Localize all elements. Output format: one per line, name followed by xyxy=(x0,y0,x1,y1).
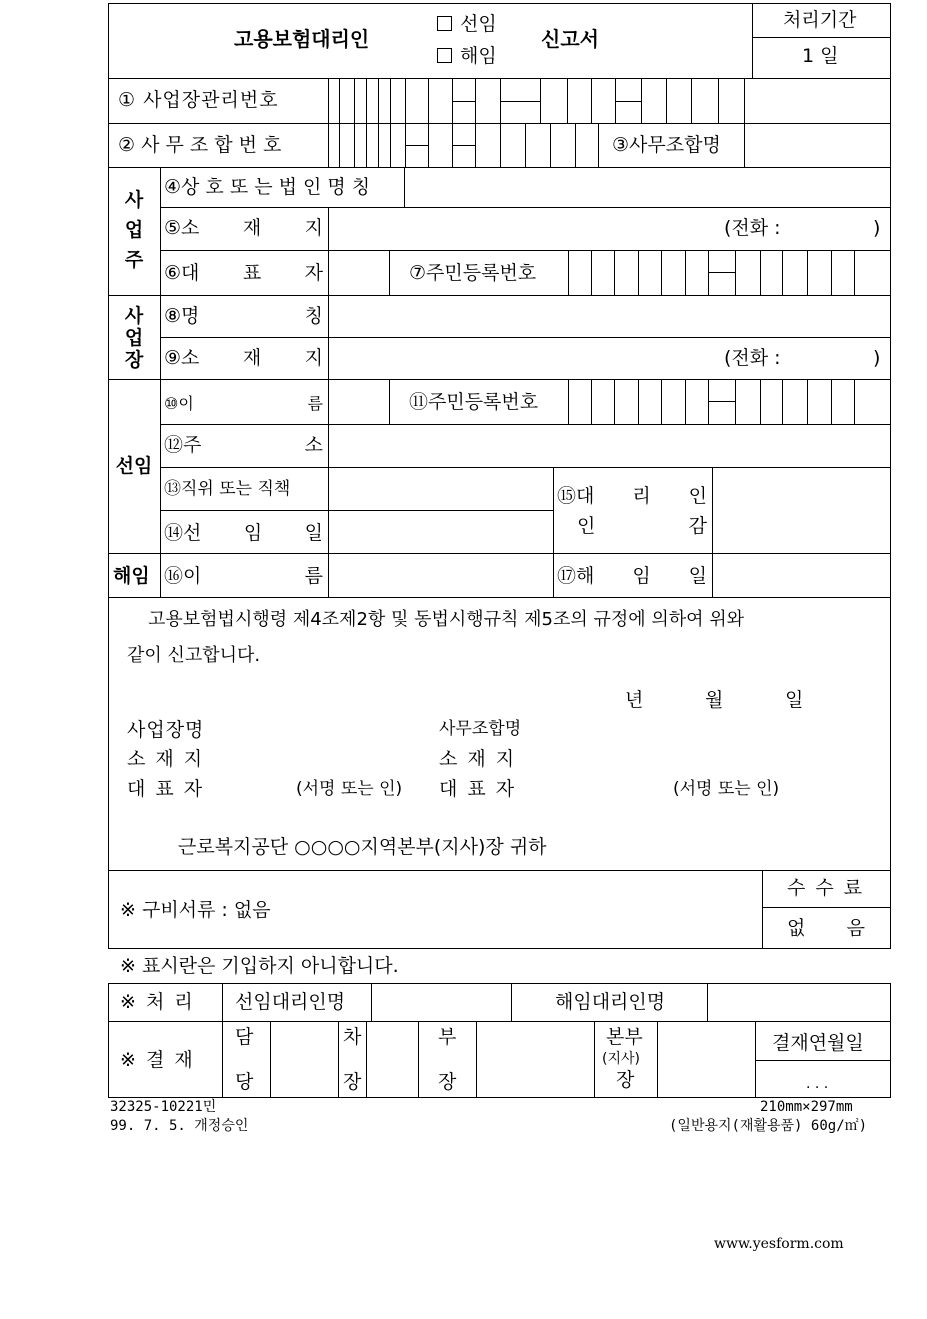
digit-divider xyxy=(475,78,476,123)
digit-divider xyxy=(390,123,391,167)
appoint-checkbox[interactable] xyxy=(437,16,452,31)
digit-separator xyxy=(708,401,735,402)
digit-divider xyxy=(475,123,476,167)
digit-divider xyxy=(782,379,783,424)
digit-divider xyxy=(428,78,429,123)
paper-type: (일반용지(재활용품) 60g/㎡) xyxy=(669,1118,868,1134)
digit-divider xyxy=(831,250,832,295)
digit-divider xyxy=(405,78,406,123)
digit-divider xyxy=(831,379,832,424)
digit-divider xyxy=(366,78,367,123)
digit-divider xyxy=(718,78,719,123)
approval-branch-bottom: 장 xyxy=(616,1069,635,1091)
employer-rrn-label: ⑦주민등록번호 xyxy=(409,262,537,284)
form-code: 32325-10221민 xyxy=(110,1099,217,1115)
site-management-number-label: ① 사업장관리번호 xyxy=(118,89,279,111)
process-label: ※ 처 리 xyxy=(120,991,195,1013)
digit-divider xyxy=(760,379,761,424)
digit-divider xyxy=(550,123,551,167)
association-number-label: ② 사 무 조 합 번 호 xyxy=(118,134,282,156)
approval-deputy-top: 차 xyxy=(343,1026,362,1048)
option-dismiss[interactable] xyxy=(437,45,497,67)
digit-separator xyxy=(615,101,641,102)
site-name-field[interactable] xyxy=(329,296,890,337)
digit-divider xyxy=(614,379,615,424)
digit-divider xyxy=(354,123,355,167)
signer-association-name-label: 사무조합명 xyxy=(439,719,522,739)
form-title-right: 신고서 xyxy=(541,27,599,51)
digit-divider xyxy=(567,78,568,123)
digit-divider xyxy=(354,78,355,123)
employer-address-label: ⑤소 재 지 xyxy=(164,217,323,239)
dismiss-date-field[interactable] xyxy=(713,554,890,597)
dismiss-checkbox[interactable] xyxy=(437,48,452,63)
required-documents: ※ 구비서류 : 없음 xyxy=(120,899,271,921)
digit-divider xyxy=(691,78,692,123)
representative-field[interactable] xyxy=(329,251,389,295)
statement-date-year: 년 xyxy=(625,689,644,711)
appoint-agent-name-field[interactable] xyxy=(372,984,511,1021)
option-dismiss-label: 해임 xyxy=(460,45,497,67)
employer-phone-label: (전화 : xyxy=(724,217,781,239)
appoint-name-field[interactable] xyxy=(329,380,389,424)
appoint-address-label: ⑫주 소 xyxy=(164,434,323,456)
digit-divider xyxy=(339,123,340,167)
appoint-rrn-label: ⑪주민등록번호 xyxy=(409,391,539,413)
statement-line-2: 같이 신고합니다. xyxy=(127,645,261,666)
signer-site-sign: (서명 또는 인) xyxy=(296,779,403,799)
digit-divider xyxy=(782,250,783,295)
digit-divider xyxy=(685,379,686,424)
dismiss-agent-name-field[interactable] xyxy=(708,984,890,1021)
digit-divider xyxy=(390,78,391,123)
signer-site-rep-label: 대 표 자 xyxy=(127,778,205,800)
approval-deputy-bottom: 장 xyxy=(343,1071,362,1093)
digit-divider xyxy=(854,250,855,295)
position-field[interactable] xyxy=(329,468,553,510)
employer-phone-close: ) xyxy=(873,217,881,239)
processing-period-value: 1 일 xyxy=(802,45,839,67)
digit-separator xyxy=(500,101,540,102)
digit-divider xyxy=(638,379,639,424)
appoint-date-field[interactable] xyxy=(329,511,553,553)
site-address-field[interactable] xyxy=(329,338,890,379)
digit-separator xyxy=(708,272,735,273)
addressee: 근로복지공단 ○○○○지역본부(지사)장 귀하 xyxy=(178,836,547,858)
section-site: 사 업 장 xyxy=(124,305,144,371)
business-name-label: ④상 호 또 는 법 인 명 칭 xyxy=(164,176,371,198)
dismiss-date-label: ⑰해 임 일 xyxy=(557,565,707,587)
digit-separator xyxy=(452,101,475,102)
approval-date-label: 결재연월일 xyxy=(772,1032,864,1054)
agent-seal-field[interactable] xyxy=(713,468,890,553)
digit-separator xyxy=(405,145,428,146)
site-address-label: ⑨소 재 지 xyxy=(164,347,323,369)
dismiss-agent-name-label: 해임대리인명 xyxy=(555,991,666,1013)
approval-branch-middle: (지사) xyxy=(602,1051,640,1067)
digit-divider xyxy=(735,250,736,295)
fee-value: 없 음 xyxy=(787,917,865,939)
dismiss-name-field[interactable] xyxy=(329,554,553,597)
digit-divider xyxy=(760,250,761,295)
processing-period-label: 처리기간 xyxy=(783,9,857,31)
digit-separator xyxy=(452,145,475,146)
form-approval-date: 99. 7. 5. 개정승인 xyxy=(110,1118,249,1134)
approval-label: ※ 결 재 xyxy=(120,1049,195,1071)
appoint-agent-name-label: 선임대리인명 xyxy=(235,991,346,1013)
site-phone-close: ) xyxy=(873,347,881,369)
digit-divider xyxy=(661,250,662,295)
dismiss-name-label: ⑯이 름 xyxy=(164,565,323,587)
statement-date-month: 월 xyxy=(705,689,724,711)
statement-date-day: 일 xyxy=(785,689,804,711)
digit-divider xyxy=(661,379,662,424)
appoint-address-field[interactable] xyxy=(329,425,890,467)
fee-label: 수 수 료 xyxy=(787,877,865,899)
digit-divider xyxy=(339,78,340,123)
signer-association-address-label: 소 재 지 xyxy=(439,748,517,770)
option-appoint[interactable] xyxy=(437,13,497,35)
representative-label: ⑥대 표 자 xyxy=(164,262,323,284)
approval-staff-top: 담 xyxy=(235,1026,254,1048)
digit-divider xyxy=(735,379,736,424)
digit-divider xyxy=(428,123,429,167)
digit-divider xyxy=(854,379,855,424)
digit-divider xyxy=(666,78,667,123)
digit-divider xyxy=(591,379,592,424)
digit-divider xyxy=(500,123,501,167)
approval-date-value: . . . xyxy=(806,1076,829,1092)
notice: ※ 표시란은 기입하지 아니합니다. xyxy=(120,955,399,977)
signer-site-address-label: 소 재 지 xyxy=(127,748,205,770)
signer-association-sign: (서명 또는 인) xyxy=(673,779,780,799)
approval-branch-top: 본부 xyxy=(606,1026,643,1048)
option-appoint-label: 선임 xyxy=(460,13,497,35)
digit-divider xyxy=(378,123,379,167)
position-label: ⑬직위 또는 직책 xyxy=(164,479,291,499)
section-dismiss: 해임 xyxy=(113,565,150,587)
site-name-label: ⑧명 칭 xyxy=(164,305,323,327)
digit-divider xyxy=(614,250,615,295)
approval-staff-bottom: 당 xyxy=(235,1071,254,1093)
approval-director-bottom: 장 xyxy=(438,1071,457,1093)
employer-address-field[interactable] xyxy=(329,208,890,250)
appoint-date-label: ⑭선 임 일 xyxy=(164,522,323,544)
digit-divider xyxy=(540,78,541,123)
digit-divider xyxy=(807,250,808,295)
signer-site-name-label: 사업장명 xyxy=(127,719,205,741)
digit-divider xyxy=(591,250,592,295)
digit-divider xyxy=(575,123,576,167)
statement-line-1: 고용보험법시행령 제4조제2항 및 동법시행규칙 제5조의 규정에 의하여 위와 xyxy=(148,609,745,630)
digit-divider xyxy=(366,123,367,167)
business-name-field[interactable] xyxy=(405,168,890,207)
association-name-label: ③사무조합명 xyxy=(612,134,721,156)
digit-divider xyxy=(378,78,379,123)
approval-director-top: 부 xyxy=(438,1026,457,1048)
agent-seal-label-1: ⑮대 리 인 xyxy=(557,485,707,507)
section-employer: 사 업 주 xyxy=(124,189,144,271)
digit-divider xyxy=(807,379,808,424)
section-appoint: 선임 xyxy=(115,455,153,477)
agent-seal-label-2: 인 감 xyxy=(577,515,707,537)
website-url: www.yesform.com xyxy=(714,1236,844,1252)
digit-divider xyxy=(641,78,642,123)
digit-divider xyxy=(525,123,526,167)
digit-divider xyxy=(685,250,686,295)
signer-association-rep-label: 대 표 자 xyxy=(439,778,517,800)
association-name-field[interactable] xyxy=(745,124,890,167)
paper-size: 210mm×297mm xyxy=(760,1099,853,1115)
form-title-left: 고용보험대리인 xyxy=(234,27,370,51)
digit-divider xyxy=(591,78,592,123)
appoint-name-label: ⑩이 름 xyxy=(164,394,323,413)
digit-divider xyxy=(638,250,639,295)
site-phone-label: (전화 : xyxy=(724,347,781,369)
